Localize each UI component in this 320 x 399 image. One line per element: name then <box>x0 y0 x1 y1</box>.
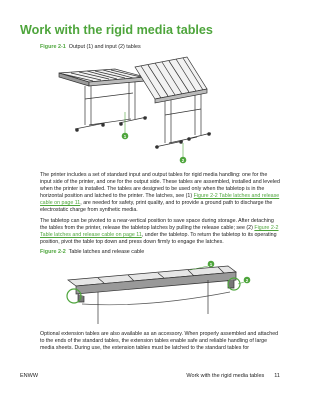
callout-2: 2 <box>181 158 185 163</box>
paragraph-2 <box>40 218 280 246</box>
figure-1-caption <box>40 44 141 50</box>
figure-2-2-link-2[interactable]: Figure 2-2 Table latches and release cable on page 11 <box>40 224 279 238</box>
figure-1-number: Figure 2-1 <box>40 44 66 50</box>
paragraph-2-text-end: , under the tabletop. To return the tabletop to its operating position, pivot the table top down and press down firmly to engage the latches. <box>40 231 277 245</box>
callout-2: 2 <box>245 278 249 283</box>
page-number: 11 <box>274 373 280 379</box>
figure-2-caption-text: Table latches and release cable <box>68 249 145 255</box>
paragraph-2-text: The tabletop can be pivoted to a near-vertical position to save space during storage. After detaching the tables from the printer, release the tabletop latches by pulling the release cable; see (2) <box>40 218 274 231</box>
paragraph-1 <box>40 172 280 213</box>
figure-2-2-link[interactable]: Figure 2-2 Table latches and release cable on page 11 <box>40 192 280 206</box>
paragraph-1-text-end: , are needed for safety, print quality, and to provide a ground path to discharge the electrostatic charge from synthetic media. <box>40 199 273 213</box>
paragraph-3: Optional extension tables are also available as an accessory. When properly assembled and attached to the ends of the standard tables, the extension tables enable safe and reliable handling of large media sheets. During use, the extension tables must be latched to the standard tables for <box>40 331 279 351</box>
figure-1-caption-text: Output (1) and input (2) tables <box>68 44 141 50</box>
paragraph-1-text: The printer includes a set of standard input and output tables for rigid media handling: one for the input side of the printer, and one for the output side. These tables are assembled, installed and leveled when the printer is installed. The tables are designed to be used only when the tabletop is in the horizontal position and latched to the printer. The latches, see (1) <box>40 172 280 199</box>
input-table <box>135 57 211 148</box>
footer-right <box>186 373 280 379</box>
figure-2-number: Figure 2-2 <box>40 249 66 255</box>
figure-2-caption <box>40 249 144 255</box>
figure-1-callouts <box>122 112 187 163</box>
page-title: Work with the rigid media tables <box>20 23 213 37</box>
footer-section-title: Work with the rigid media tables <box>186 373 265 379</box>
footer-left: ENWW <box>20 373 39 379</box>
rigid-media-tables-illustration <box>55 53 215 167</box>
output-table <box>59 69 147 131</box>
callout-1: 1 <box>123 134 127 139</box>
table-latches-illustration <box>58 258 254 328</box>
callout-1: 1 <box>209 262 213 267</box>
